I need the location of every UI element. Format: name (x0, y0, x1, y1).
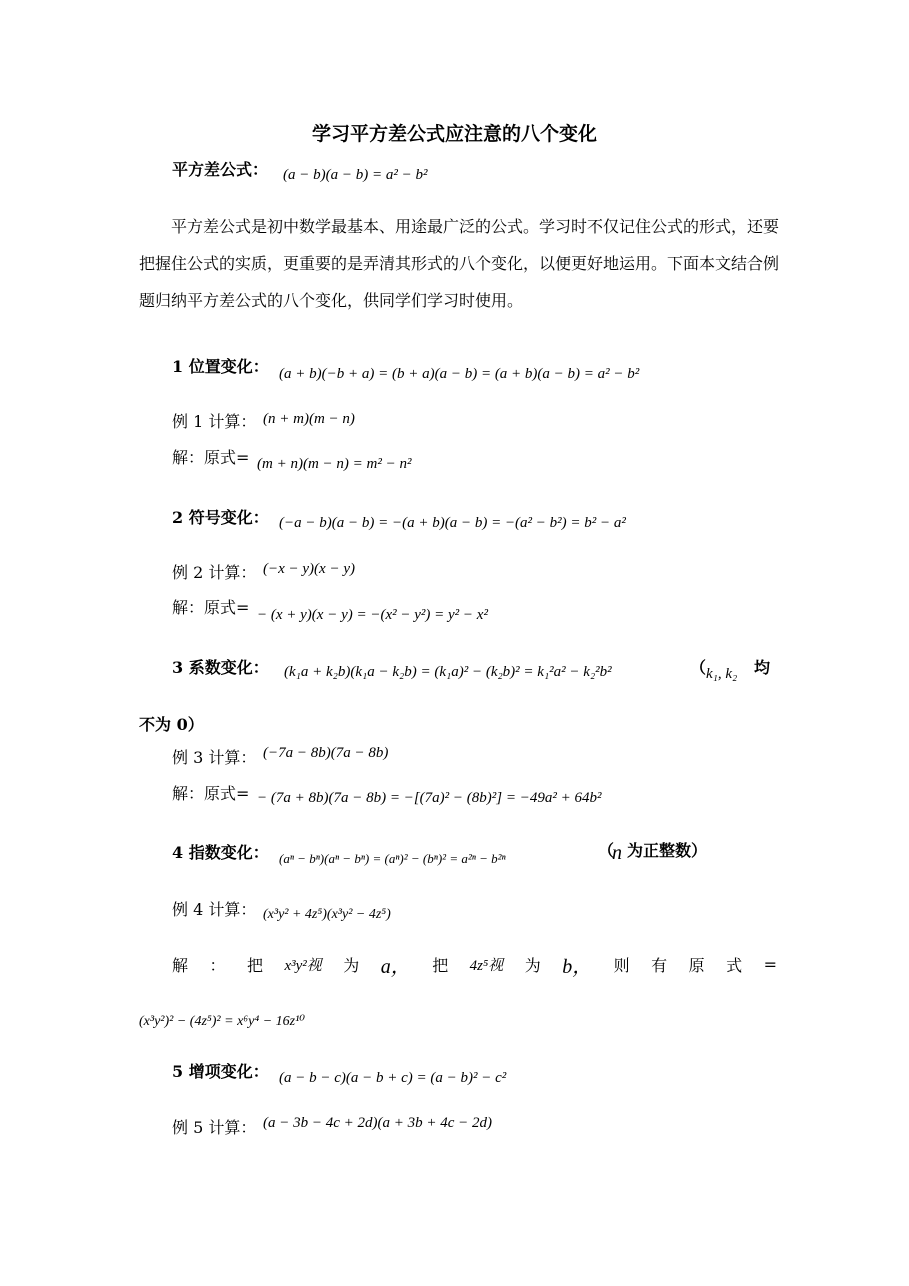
sol4-word: = (763, 955, 777, 974)
solution-4-line (172, 950, 777, 979)
solution-3-expression: − (7a + 8b)(7a − 8b) = −[(7a)² − (8b)²] = −49a² + 64b² (257, 790, 602, 806)
section-3-condition-open: （ (690, 658, 707, 677)
section-4-formula: (aⁿ − bⁿ)(aⁿ − bⁿ) = (aⁿ)² − (bⁿ)² = a²ⁿ − b²ⁿ (279, 851, 506, 866)
sol4-word: 把 (246, 956, 263, 975)
section-3-condition-end: 均 (754, 658, 771, 677)
section-2-heading: 2 符号变化： (172, 508, 269, 527)
sol4-word: 为 (343, 956, 360, 975)
sol4-word: b， (562, 956, 593, 978)
section-4-condition-text: 为正整数） (627, 841, 708, 860)
sol4-word: 式 (726, 956, 743, 975)
sol4-word: 把 (432, 956, 449, 975)
formula-main: (a − b)(a − b) = a² − b² (283, 167, 428, 183)
sol4-word: 解 (172, 956, 189, 975)
section-4-condition-open: （ (598, 841, 615, 860)
sol4-word: a， (380, 956, 411, 978)
example-5-expression: (a − 3b − 4c + 2d)(a + 3b + 4c − 2d) (263, 1115, 493, 1131)
sol4-word: 原 (688, 956, 705, 975)
section-1-formula: (a + b)(−b + a) = (b + a)(a − b) = (a + b)(a − b) = a² − b² (279, 366, 640, 382)
page-title: 学习平方差公式应注意的八个变化 (311, 123, 597, 145)
section-5-heading: 5 增项变化： (172, 1062, 269, 1081)
sol4-word: x³y²视 (284, 958, 322, 974)
solution-4-expression: (x³y²)² − (4z⁵)² = x⁶y⁴ − 16z¹⁰ (139, 1014, 305, 1029)
example-4-label: 例 4 计算： (172, 900, 257, 919)
example-1-label: 例 1 计算： (172, 412, 257, 431)
example-3-label: 例 3 计算： (172, 748, 257, 767)
section-1-heading: 1 位置变化： (172, 357, 269, 376)
section-3-heading: 3 系数变化： (172, 658, 269, 677)
example-2-expression: (−x − y)(x − y) (263, 561, 355, 577)
section-2-formula: (−a − b)(a − b) = −(a + b)(a − b) = −(a² − b²) = b² − a² (279, 515, 626, 531)
solution-2-expression: − (x + y)(x − y) = −(x² − y²) = y² − x² (257, 607, 488, 623)
section-3-condition-vars: k₁, k₂ (706, 666, 738, 682)
section-4-condition-var: n (612, 842, 622, 864)
section-4-heading: 4 指数变化： (172, 843, 269, 862)
example-2-label: 例 2 计算： (172, 563, 257, 582)
example-3-expression: (−7a − 8b)(7a − 8b) (263, 745, 389, 761)
sol4-word: 则 (613, 956, 630, 975)
example-4-expression: (x³y² + 4z⁵)(x³y² − 4z⁵) (263, 907, 391, 922)
formula-label: 平方差公式： (172, 160, 269, 179)
sol4-word: 为 (524, 956, 541, 975)
solution-2-label: 解：原式= (172, 598, 250, 617)
section-3-condition-wrap: 不为 0） (139, 715, 204, 734)
example-1-expression: (n + m)(m − n) (263, 411, 355, 427)
solution-1-expression: (m + n)(m − n) = m² − n² (257, 456, 412, 472)
section-3-formula: (k₁a + k₂b)(k₁a − k₂b) = (k₁a)² − (k₂b)² = k₁²a² − k₂²b² (284, 664, 612, 680)
sol4-word: 4z⁵视 (469, 958, 504, 974)
section-5-formula: (a − b − c)(a − b + c) = (a − b)² − c² (279, 1070, 507, 1086)
solution-1-label: 解：原式= (172, 448, 250, 467)
sol4-word: 有 (651, 956, 668, 975)
solution-3-label: 解：原式= (172, 784, 250, 803)
intro-paragraph: 平方差公式是初中数学最基本、用途最广泛的公式。学习时不仅记住公式的形式，还要把握住公式的实质，更重要的是弄清其形式的八个变化，以便更好地运用。下面本文结合例题归纳平方差公式的八个变化，供同学们学习时使用。 (139, 217, 780, 310)
sol4-word: ： (209, 956, 226, 975)
example-5-label: 例 5 计算： (172, 1118, 257, 1137)
